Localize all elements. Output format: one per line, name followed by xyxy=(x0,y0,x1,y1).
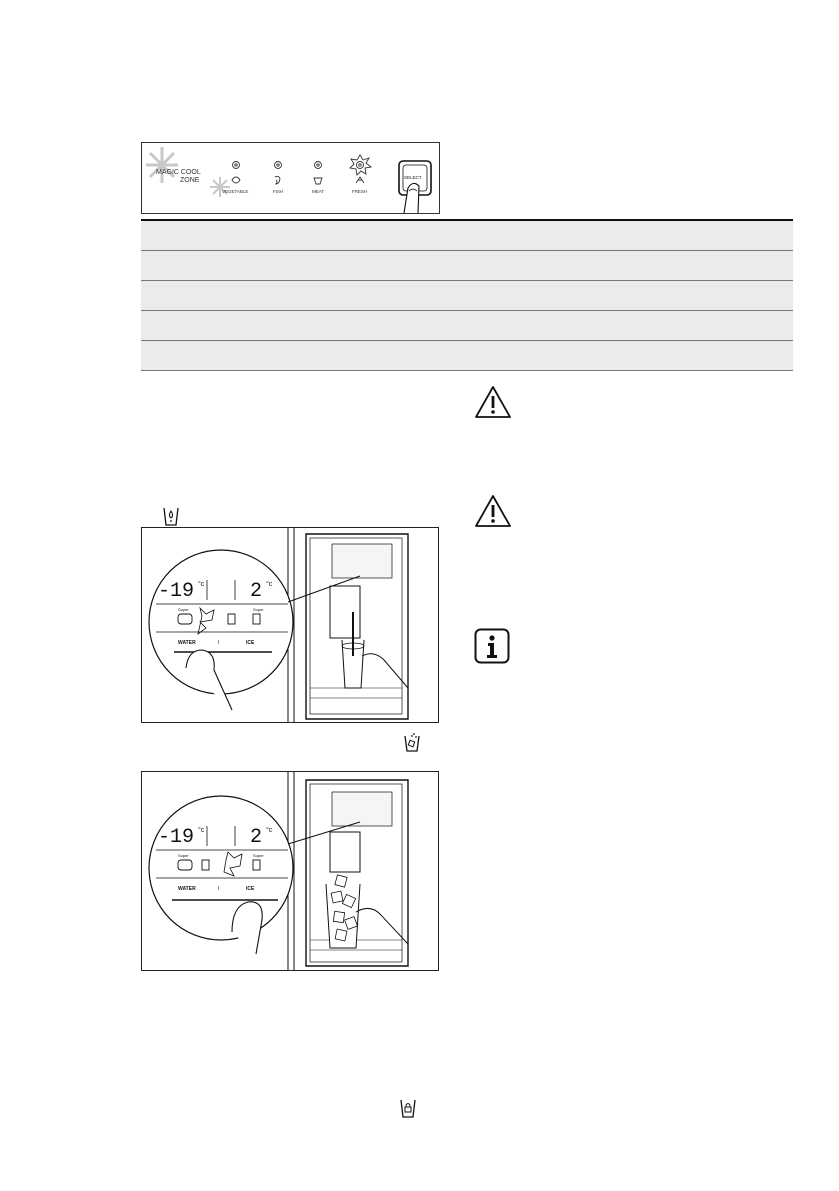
mode-label-fish: FISH xyxy=(273,189,284,194)
table-row xyxy=(141,251,793,281)
fridge-temp-readout: 2 xyxy=(250,580,263,603)
ice-dispense-figure xyxy=(141,771,439,971)
ice-label: ICE xyxy=(246,640,255,646)
table-row xyxy=(141,281,793,311)
magic-cool-zone-panel xyxy=(141,142,440,214)
table-row xyxy=(141,341,793,371)
svg-text:Super: Super xyxy=(253,853,264,858)
snowflake-icon xyxy=(146,147,178,183)
svg-text:°c: °c xyxy=(266,581,273,588)
brand-line2: ZONE xyxy=(180,177,200,184)
svg-text:°c: °c xyxy=(266,827,273,834)
brand-line1: MAGIC COOL xyxy=(156,169,201,176)
svg-text:Super: Super xyxy=(178,853,189,858)
temp-unit: °c xyxy=(198,581,205,588)
table-row xyxy=(141,311,793,341)
ice-glass-icon xyxy=(403,731,421,753)
freezer-temp-readout: -19 xyxy=(158,580,195,603)
water-glass-icon xyxy=(162,505,180,527)
mode-label-fresh: FRESH xyxy=(352,189,368,194)
info-icon xyxy=(474,628,510,664)
water-dispense-figure xyxy=(141,527,439,723)
svg-text:2: 2 xyxy=(250,826,263,849)
svg-text:ICE: ICE xyxy=(246,886,255,892)
svg-text:-19: -19 xyxy=(158,826,195,849)
warning-triangle-icon xyxy=(474,494,512,528)
warning-triangle-icon xyxy=(474,385,512,419)
mode-label-meat: MEAT xyxy=(312,189,325,194)
svg-text:°c: °c xyxy=(198,827,205,834)
water-label: WATER xyxy=(178,640,196,646)
svg-text:I: I xyxy=(218,886,220,892)
snowflake-small-icon xyxy=(210,177,230,197)
svg-text:I: I xyxy=(218,640,220,646)
zone-settings-table xyxy=(141,219,793,371)
svg-text:WATER: WATER xyxy=(178,886,196,892)
svg-text:Super: Super xyxy=(253,607,264,612)
mode-label-vegetable: VEGETABLE xyxy=(222,189,249,194)
table-row xyxy=(141,221,793,251)
svg-text:SELECT: SELECT xyxy=(404,175,422,180)
lock-glass-icon xyxy=(399,1097,417,1119)
svg-text:Super: Super xyxy=(178,607,189,612)
